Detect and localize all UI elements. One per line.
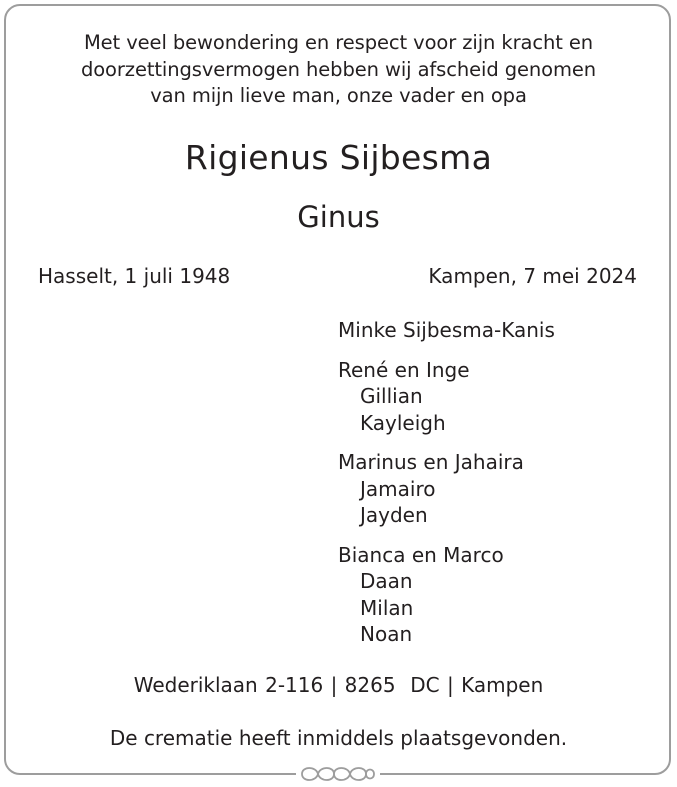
grandchild: Gillian	[360, 384, 423, 408]
family-group	[338, 542, 555, 648]
family-group	[338, 449, 555, 529]
intro-line: van mijn lieve man, onze vader en opa	[150, 84, 527, 107]
grandchild: Jamairo	[360, 476, 436, 501]
grandchild: Noan	[360, 622, 413, 646]
family-parents: Marinus en Jahaira	[338, 450, 524, 474]
deceased-name: Rigienus Sijbesma	[184, 138, 493, 177]
grandchild: Milan	[360, 595, 414, 620]
cremation-notice: De crematie heeft inmiddels plaatsgevonden.	[109, 726, 568, 750]
spouse: Minke Sijbesma-Kanis	[338, 318, 555, 342]
family-list	[338, 317, 555, 661]
address: Wederiklaan 2-116 | 8265 DC | Kampen	[133, 673, 544, 697]
intro-line: Met veel bewondering en respect voor zijn kracht en	[83, 31, 594, 54]
deceased-nickname: Ginus	[297, 200, 380, 234]
grandchild: Daan	[360, 569, 413, 593]
birth-place-date: Hasselt, 1 juli 1948	[38, 264, 231, 288]
family-group	[338, 357, 555, 437]
family-parents: Bianca en Marco	[338, 542, 504, 567]
infinity-knot-icon	[296, 762, 380, 786]
grandchild: Kayleigh	[360, 410, 446, 435]
intro-text	[0, 30, 677, 110]
intro-line: doorzettingsvermogen hebben wij afscheid genomen	[80, 57, 597, 81]
grandchild: Jayden	[360, 503, 428, 527]
death-place-date: Kampen, 7 mei 2024	[428, 264, 637, 288]
family-parents: René en Inge	[338, 357, 470, 382]
